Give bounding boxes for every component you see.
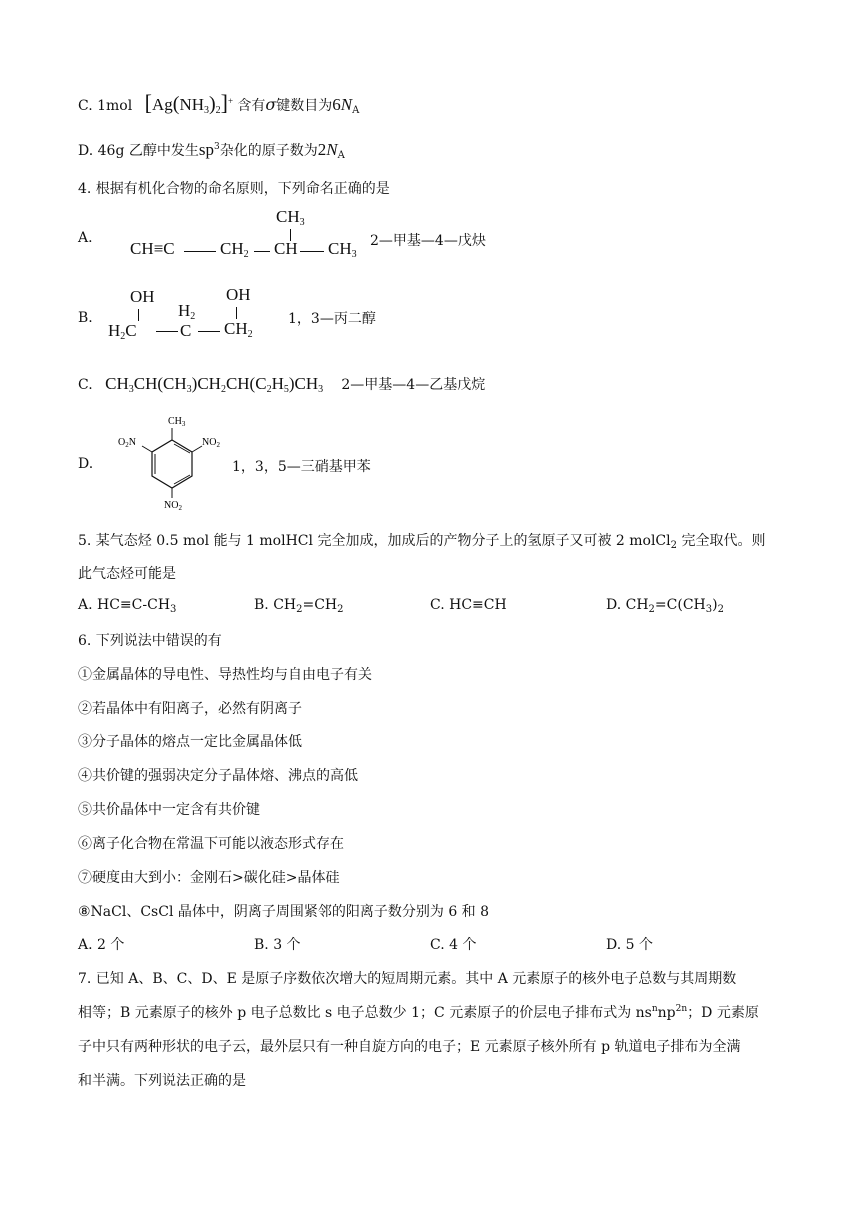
q6-option-b: B. 3 个 — [254, 937, 301, 953]
q7-line1: 7. 已知 A、B、C、D、E 是原子序数依次增大的短周期元素。其中 A 元素原子的核外电子总数与其周期数 — [78, 971, 737, 987]
q6-item: ⑥离子化合物在常温下可能以液态形式存在 — [78, 836, 344, 852]
q7-line2: 相等；B 元素原子的核外 p 电子总数比 s 电子总数少 1；C 元素原子的价层电子排布式为 $ns^nnp^{2n}$；D 元素原 — [78, 1004, 759, 1021]
q6-item: ⑧NaCl、CsCl 晶体中，阴离子周围紧邻的阳离子数分别为 6 和 8 — [78, 904, 490, 920]
svg-text:NO2: $NO_2$ — [202, 437, 220, 449]
q5-stem-line2: 此气态烃可能是 — [78, 566, 176, 582]
q6-option-d: D. 5 个 — [606, 937, 653, 953]
q4-option-b-structure: OH $H_2$ OH $H_2C$ C $CH_2$ — [108, 285, 253, 342]
q7-line4: 和半满。下列说法正确的是 — [78, 1073, 246, 1089]
q6-item: ⑦硬度由大到小：金刚石>碳化硅>晶体硅 — [78, 870, 340, 886]
q4-option-b-name: 1，3—丙二醇 — [288, 311, 376, 327]
q4-option-c: C. $CH_3CH(CH_3)CH_2CH(C_2H_5)CH_3$ 2—甲基—4—乙基戊烷 — [78, 374, 486, 395]
q6-option-a: A. 2 个 — [78, 937, 125, 953]
q6-item: ⑤共价晶体中一定含有共价键 — [78, 802, 260, 818]
q4-option-a-name: 2—甲基—4—戊炔 — [370, 233, 486, 249]
q7-line3: 子中只有两种形状的电子云，最外层只有一种自旋方向的电子；E 元素原子核外所有 p 轨道电子排布为全满 — [78, 1039, 741, 1055]
q3-option-d: D. 46g 乙醇中发生$sp^3$杂化的原子数为$2N_A$ — [78, 140, 345, 161]
q6-item: ③分子晶体的熔点一定比金属晶体低 — [78, 734, 302, 750]
q4-option-a-label: A. — [78, 230, 93, 246]
q5-option-a: A. $HC\equiv C-CH_3$ — [78, 597, 177, 615]
svg-text:CH3: $CH_3$ — [168, 416, 186, 428]
q6-stem: 6. 下列说法中错误的有 — [78, 633, 222, 649]
q6-item: ②若晶体中有阳离子，必然有阴离子 — [78, 701, 302, 717]
q5-option-c: C. HC≡CH — [430, 597, 507, 613]
trinitrotoluene-structure — [110, 408, 230, 512]
q4-option-b-label: B. — [78, 310, 93, 326]
q5-option-d: D. $CH_2=C(CH_3)_2$ — [606, 597, 724, 615]
q5-stem-line1: 5. 某气态烃 0.5 mol 能与 1 molHCl 完全加成，加成后的产物分子上的氢原子又可被 2 molCl$_2$ 完全取代。则 — [78, 533, 766, 551]
q4-option-a-structure: $CH_3$ CH≡C $CH_2$ CH $CH_3$ — [130, 207, 357, 260]
q5-option-b: B. $CH_2=CH_2$ — [254, 597, 344, 615]
complex-formula: $[Ag(NH_3)_2]^+$ — [144, 90, 234, 116]
q4-stem: 4. 根据有机化合物的命名原则，下列命名正确的是 — [78, 181, 390, 197]
q6-item: ④共价键的强弱决定分子晶体熔、沸点的高低 — [78, 768, 358, 784]
svg-text:O2N: $O_2N$ — [118, 437, 136, 449]
svg-text:NO2: $NO_2$ — [164, 500, 182, 512]
q6-item: ①金属晶体的导电性、导热性均与自由电子有关 — [78, 667, 372, 683]
q4-option-c-formula: $CH_3CH(CH_3)CH_2CH(C_2H_5)CH_3$ — [105, 374, 324, 395]
q6-option-c: C. 4 个 — [430, 937, 477, 953]
q4-option-d-label: D. — [78, 456, 94, 472]
q3-option-c: C. 1mol $[Ag(NH_3)_2]^+$ 含有σ键数目为$6N_A$ — [78, 90, 360, 116]
q4-option-d-name: 1，3，5—三硝基甲苯 — [232, 459, 371, 475]
